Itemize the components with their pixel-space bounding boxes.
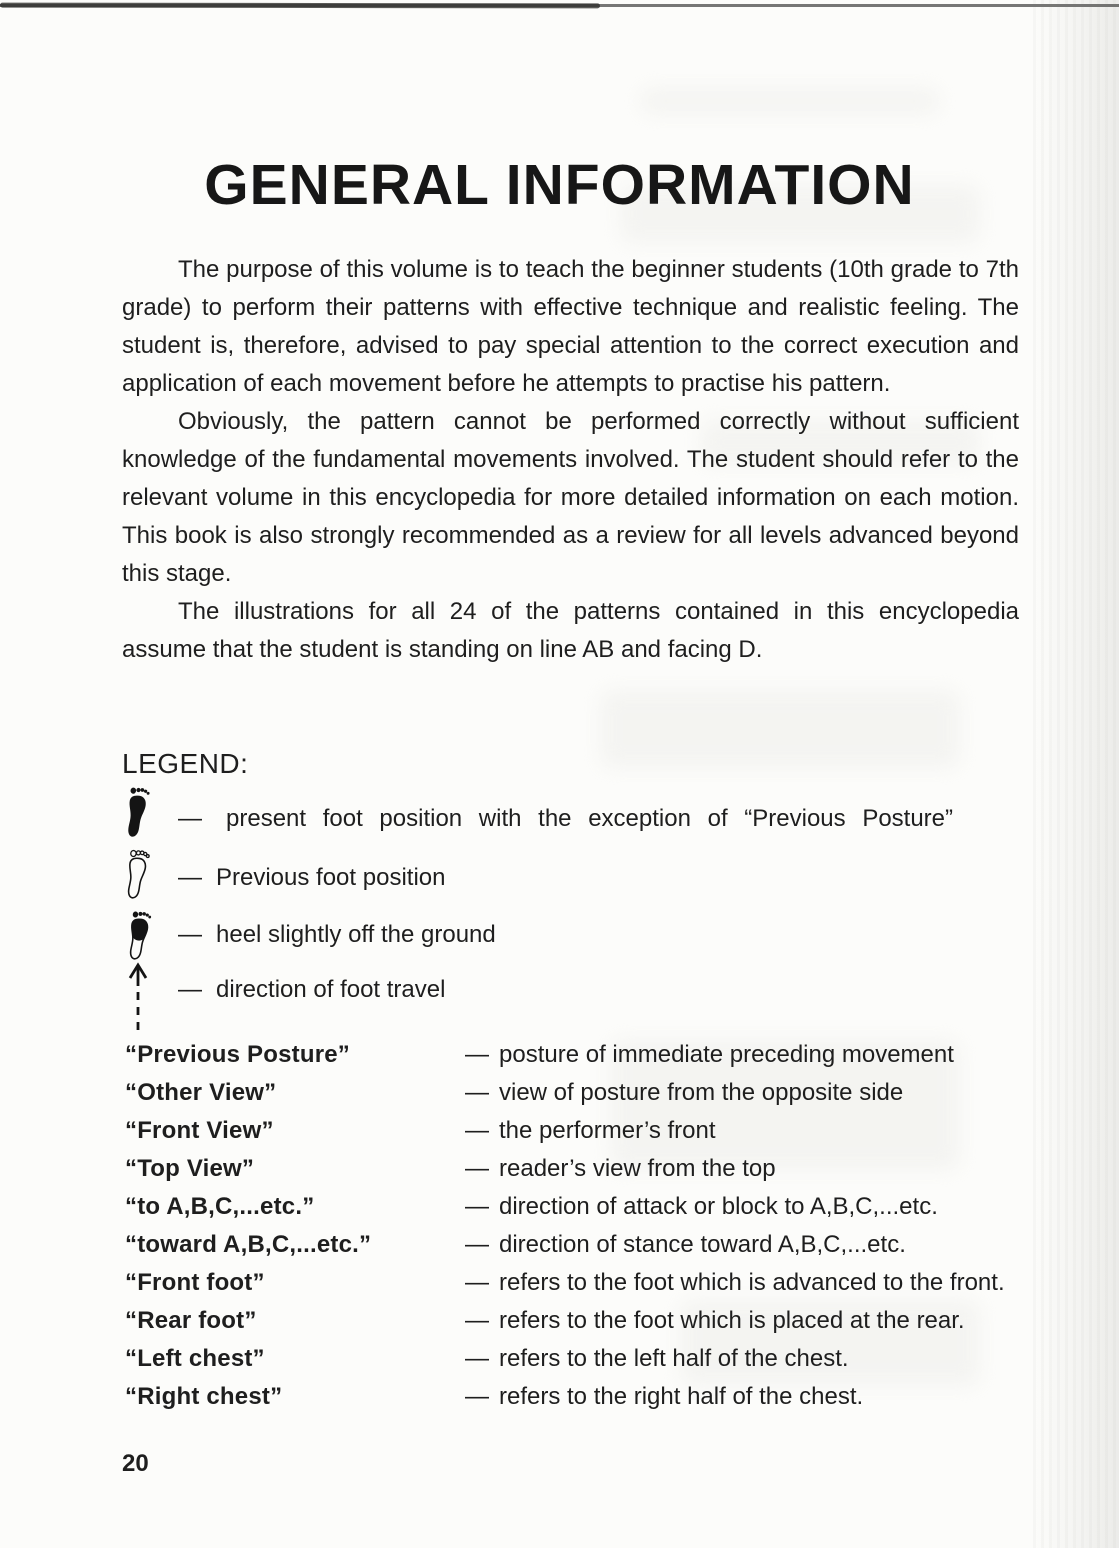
definition-dash: — [465,1231,489,1258]
definition-dash: — [465,1041,489,1068]
legend-dash: — [178,976,202,1003]
definition-dash: — [465,1079,489,1106]
definition-dash: — [465,1307,489,1334]
definition-row [125,1340,1019,1378]
direction-arrow-icon [127,962,149,1032]
definition-text: direction of stance toward A,B,C,...etc. [499,1231,906,1258]
definition-dash: — [465,1383,489,1410]
bleedthrough-smudge [600,690,960,768]
definition-row [125,1378,1019,1416]
definition-term: “Front View” [125,1117,274,1144]
definition-term: “Top View” [125,1155,255,1182]
definition-term: “Left chest” [125,1345,265,1372]
definition-row [125,1188,1019,1226]
definition-text: posture of immediate preceding movement [499,1041,954,1068]
definition-term: “Front foot” [125,1269,265,1296]
legend-item-label: direction of foot travel [216,976,446,1003]
legend-item-label: Previous foot position [216,864,446,891]
intro-paragraph: The purpose of this volume is to teach the beginner students (10th grade to 7th grade) to perform their patterns with effective technique and realistic feeling. The student is, therefore, advised to pay special attention to the correct execution and application of each movement before he attempts to practise his pattern. [122,256,1019,397]
definition-term: “Previous Posture” [125,1041,351,1068]
definition-list [125,1036,1019,1416]
legend-item [178,920,1019,950]
solid-footprint-icon [123,786,151,840]
definition-text: refers to the left half of the chest. [499,1345,849,1372]
definition-dash: — [465,1117,489,1144]
definition-dash: — [465,1155,489,1182]
definition-row [125,1074,1019,1112]
legend-dash: — [178,921,202,948]
definition-text: view of posture from the opposite side [499,1079,904,1106]
intro-paragraph: The illustrations for all 24 of the patterns contained in this encyclopedia assume that the student is standing on line AB and facing D. [122,598,1019,663]
definition-row [125,1302,1019,1340]
definition-term: “Right chest” [125,1383,283,1410]
definition-text: direction of attack or block to A,B,C,...etc. [499,1193,938,1220]
definition-dash: — [465,1269,489,1296]
outline-footprint-icon [123,849,151,901]
legend-item [178,975,1019,1005]
bleedthrough-smudge [640,88,940,114]
legend-dash: — [178,864,202,891]
definition-text: refers to the foot which is placed at the rear. [499,1307,965,1334]
page-edge-shadow [1033,0,1119,1548]
intro-text [122,251,1019,669]
definition-row [125,1112,1019,1150]
page-number: 20 [122,1450,149,1477]
definition-term: “Other View” [125,1079,277,1106]
legend-item-label: present foot position with the exception of “Previous Posture” [226,805,954,832]
scan-edge-line-dark [0,3,600,9]
legend-heading: LEGEND: [122,748,249,779]
intro-paragraph: Obviously, the pattern cannot be performed correctly without sufficient knowledge of the fundamental movements involved. The student should refer to the relevant volume in this encyclopedia for more detailed information on each motion. This book is also strongly recommended as a review for all levels advanced beyond this stage. [122,408,1019,587]
definition-row [125,1264,1019,1302]
definition-row [125,1036,1019,1074]
definition-text: the performer’s front [499,1117,716,1144]
legend-dash: — [178,805,202,832]
legend-item [178,863,1019,893]
page-title: GENERAL INFORMATION [204,153,915,217]
definition-text: refers to the right half of the chest. [499,1383,864,1410]
legend-item [178,804,1019,834]
definition-term: “toward A,B,C,...etc.” [125,1231,372,1258]
definition-dash: — [465,1193,489,1220]
definition-text: refers to the foot which is advanced to the front. [499,1269,1005,1296]
definition-row [125,1226,1019,1264]
definition-term: “Rear foot” [125,1307,257,1334]
definition-row [125,1150,1019,1188]
definition-text: reader’s view from the top [499,1155,776,1182]
legend-item-label: heel slightly off the ground [216,921,496,948]
heel-raised-footprint-icon [125,910,153,962]
definition-dash: — [465,1345,489,1372]
definition-term: “to A,B,C,...etc.” [125,1193,315,1220]
